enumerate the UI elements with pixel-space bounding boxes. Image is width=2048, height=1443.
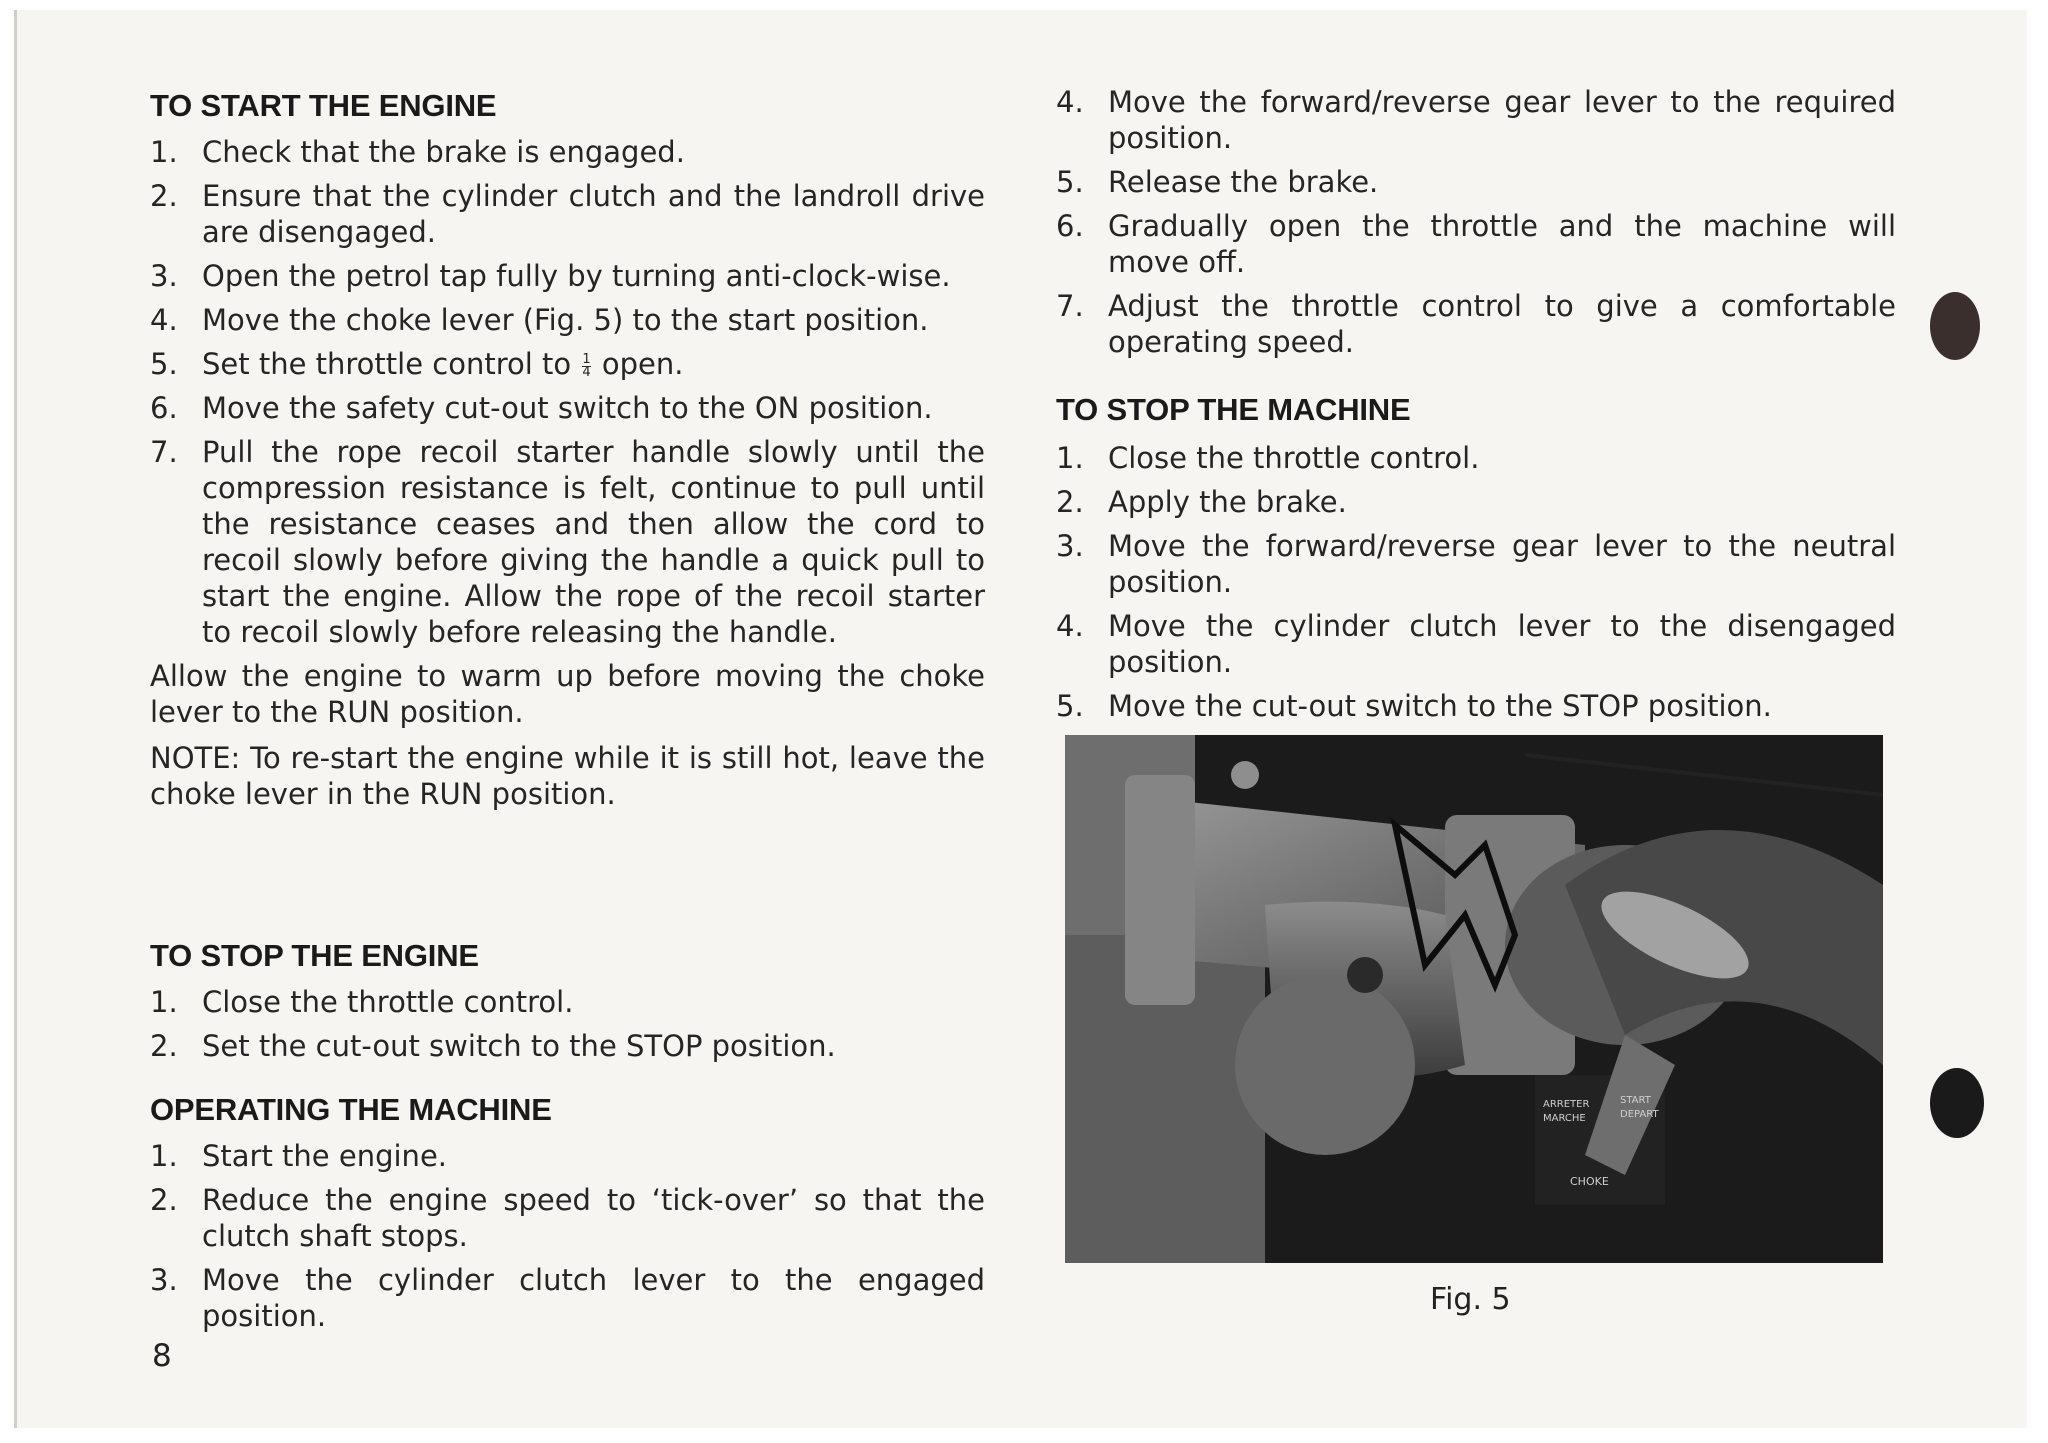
- list-item: 2. Ensure that the cylinder clutch and the landroll drive are disengaged.: [150, 179, 985, 249]
- binder-hole: [1930, 292, 1980, 360]
- start-engine-section: [150, 88, 985, 812]
- list-item: 3. Open the petrol tap fully by turning anti-clock-wise.: [150, 259, 951, 293]
- list-item: 1. Close the throttle control.: [150, 985, 574, 1019]
- list-item: 2. Apply the brake.: [1056, 485, 1347, 519]
- stop-machine-steps: [1056, 440, 1896, 724]
- plate-line1: ARRETER: [1543, 1099, 1590, 1110]
- stop-engine-steps: [150, 984, 985, 1064]
- stop-engine-section: [150, 938, 985, 1072]
- list-item: 4. Move the forward/reverse gear lever to the required position.: [1056, 85, 1896, 155]
- stop-engine-heading: TO STOP THE ENGINE: [150, 938, 479, 973]
- page-number: 8: [152, 1338, 172, 1374]
- plate-choke: CHOKE: [1570, 1175, 1609, 1188]
- plate-start: START: [1620, 1095, 1651, 1106]
- list-item: 7. Adjust the throttle control to give a comfortable operating speed.: [1056, 289, 1896, 359]
- list-item: 1. Close the throttle control.: [1056, 441, 1480, 475]
- operating-continued-steps: [1056, 84, 1896, 360]
- list-item: 6. Move the safety cut-out switch to the ON position.: [150, 391, 933, 425]
- list-item: 5. Release the brake.: [1056, 165, 1379, 199]
- start-engine-heading: TO START THE ENGINE: [150, 88, 497, 123]
- warm-up-paragraph: Allow the engine to warm up before moving the choke lever to the RUN position.: [150, 659, 985, 729]
- list-item: 1. Start the engine.: [150, 1139, 447, 1173]
- engine-carburettor-photo: [1065, 735, 1883, 1263]
- note-paragraph: NOTE: To re-start the engine while it is still hot, leave the choke lever in the RUN position.: [150, 741, 985, 811]
- list-item: 7. Pull the rope recoil starter handle slowly until the compression resistance is felt, continue to pull until the resistance ceases and then allow the cord to recoil slowly before giving the handle a quick pull to start the engine. Allow the rope of the recoil starter to recoil slowly before releasing the handle.: [150, 435, 985, 649]
- operating-section: [150, 1092, 985, 1342]
- list-item: 4. Move the choke lever (Fig. 5) to the start position.: [150, 303, 929, 337]
- operating-continued-section: [1056, 84, 1896, 368]
- list-item: 2. Reduce the engine speed to ‘tick-over’ so that the clutch shaft stops.: [150, 1183, 985, 1253]
- carburettor-illustration: [1065, 735, 1883, 1263]
- list-item: 4. Move the cylinder clutch lever to the disengaged position.: [1056, 609, 1896, 679]
- list-item: 1. Check that the brake is engaged.: [150, 135, 685, 169]
- list-item: 6. Gradually open the throttle and the machine will move off.: [1056, 209, 1896, 279]
- list-item: 5. Move the cut-out switch to the STOP position.: [1056, 689, 1772, 723]
- plate-line2: MARCHE: [1543, 1113, 1586, 1124]
- list-item: 3. Move the forward/reverse gear lever to the neutral position.: [1056, 529, 1896, 599]
- list-item: 5. Set the throttle control to $\frac{1}{4}$ open.: [150, 347, 684, 381]
- one-quarter-fraction: $\frac{1}{4}$: [582, 351, 591, 380]
- stop-machine-section: [1056, 392, 1896, 732]
- list-item: 3. Move the cylinder clutch lever to the engaged position.: [150, 1263, 985, 1333]
- operating-heading: OPERATING THE MACHINE: [150, 1092, 552, 1127]
- start-engine-steps: [150, 134, 985, 650]
- figure-caption: Fig. 5: [1430, 1282, 1511, 1317]
- binder-hole: [1930, 1068, 1984, 1138]
- plate-depart: DEPART: [1620, 1109, 1659, 1120]
- stop-machine-heading: TO STOP THE MACHINE: [1056, 392, 1411, 427]
- list-item: 2. Set the cut-out switch to the STOP position.: [150, 1029, 836, 1063]
- operating-steps: [150, 1138, 985, 1334]
